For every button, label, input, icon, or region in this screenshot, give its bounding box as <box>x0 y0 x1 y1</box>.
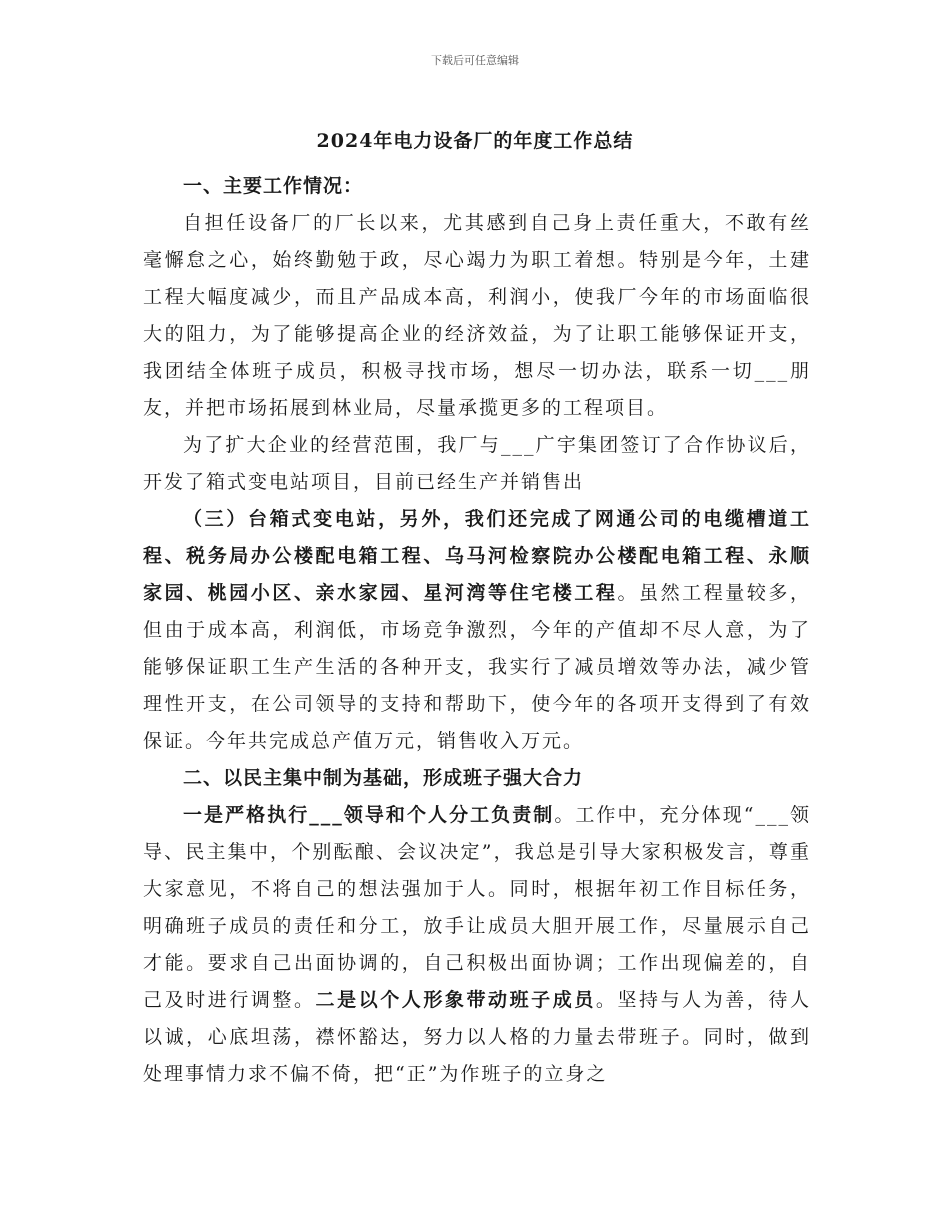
section-heading-2: 二、以民主集中制为基础，形成班子强大合力 <box>183 767 584 789</box>
paragraph-4-text-2: 。坚持与人为善，待人以诚，心底坦荡，襟怀豁达，努力以人格的力量去带班子。同时，做到处理事情力求不偏不倚，把“正”为作班子的立身之 <box>143 989 811 1085</box>
paragraph-4-bold-2: 二是以个人形象带动班子成员 <box>315 989 596 1011</box>
paragraph-3-text: 。虽然工程量较多，但由于成本高，利润低，市场竞争激烈，今年的产值却不尽人意，为了能够保证职工生产生活的各种开支，我实行了减员增效等办法，减少管理性开支，在公司领导的支持和帮助下，使今年的各项开支得到了有效保证。今年共完成总产值万元，销售收入万元。 <box>143 582 811 752</box>
paragraph-3-bold: （三）台箱式变电站，另外，我们还完成了网通公司的电缆槽道工程、税务局办公楼配电箱工程、乌马河检察院办公楼配电箱工程、永顺家园、桃园小区、亲水家园、星河湾等住宅楼工程 <box>143 508 811 604</box>
paragraph-4-text-1: 。工作中，充分体现“___领导、民主集中，个别酝酿、会议决定”，我总是引导大家积极发言，尊重大家意见，不将自己的想法强加于人。同时，根据年初工作目标任务，明确班子成员的责任和分工，放手让成员大胆开展工作，尽量展示自己才能。要求自己出面协调的，自己积极出面协调；工作出现偏差的，自己及时进行调整。 <box>143 804 811 1011</box>
section-heading-1: 一、主要工作情况： <box>183 175 364 197</box>
page-header: 下载后可任意编辑 <box>431 54 519 67</box>
paragraph-3 <box>143 501 811 760</box>
paragraph-2: 为了扩大企业的经营范围，我厂与___广宇集团签订了合作协议后，开发了箱式变电站项目，目前已经生产并销售出 <box>143 434 811 493</box>
document-body <box>143 168 811 1093</box>
document-title: 2024年电力设备厂的年度工作总结 <box>316 130 634 152</box>
paragraph-4-bold-1: 一是严格执行___领导和个人分工负责制 <box>183 804 555 826</box>
paragraph-4 <box>143 797 811 1093</box>
paragraph-1: 自担任设备厂的厂长以来，尤其感到自己身上责任重大，不敢有丝毫懈怠之心，始终勤勉于政，尽心竭力为职工着想。特别是今年，土建工程大幅度减少，而且产品成本高，利润小，使我厂今年的市场面临很大的阻力，为了能够提高企业的经济效益，为了让职工能够保证开支，我团结全体班子成员，积极寻找市场，想尽一切办法，联系一切___朋友，并把市场拓展到林业局，尽量承揽更多的工程项目。 <box>143 212 811 419</box>
